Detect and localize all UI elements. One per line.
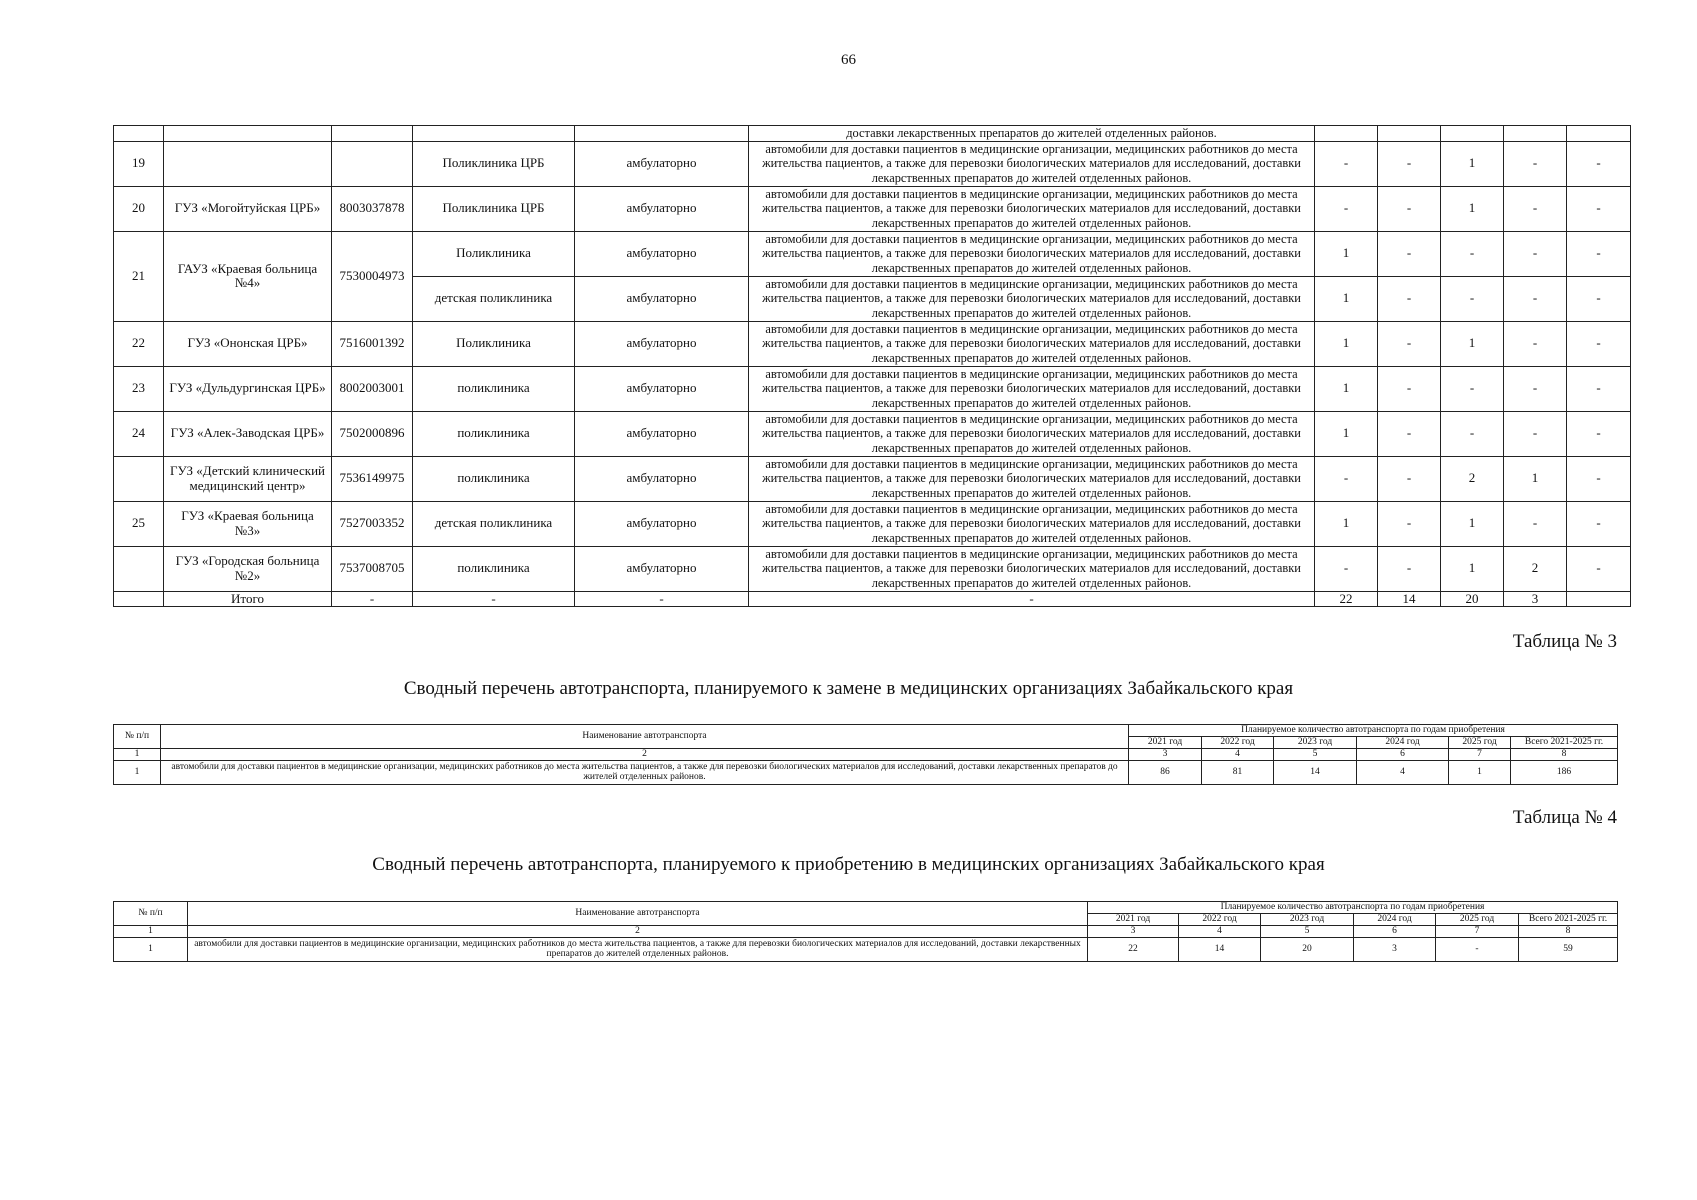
inn-cell: 8003037878 <box>332 186 413 231</box>
value-cell: - <box>1315 546 1378 591</box>
year-header: 2023 год <box>1261 914 1354 926</box>
value-cell: - <box>1567 501 1631 546</box>
table-row <box>114 456 1631 501</box>
num-cell <box>114 456 164 501</box>
year-header: 2024 год <box>1354 914 1436 926</box>
value-cell: - <box>1567 456 1631 501</box>
table-row <box>114 546 1631 591</box>
value-cell: - <box>1378 276 1441 321</box>
index-cell: 1 <box>114 749 161 761</box>
value-cell: - <box>1504 321 1567 366</box>
purpose-cell: автомобили для доставки пациентов в медицинские организации, медицинских работников до места жительства пациентов, а также для перевозки биологических материалов для исследований, доставки лекарственных препаратов до жителей отделенных районов. <box>749 231 1315 276</box>
purpose-cell: - <box>749 591 1315 607</box>
name-cell: автомобили для доставки пациентов в медицинские организации, медицинских работников до места жительства пациентов, а также для перевозки биологических материалов для исследований, доставки лекарственных препаратов до жителей отделенных районов. <box>161 760 1129 784</box>
value-cell: 1 <box>1504 456 1567 501</box>
year-header: 2024 год <box>1357 737 1449 749</box>
type-cell <box>575 126 749 142</box>
value-cell: - <box>1315 456 1378 501</box>
value-cell: 1 <box>1315 501 1378 546</box>
num-cell: 24 <box>114 411 164 456</box>
purpose-cell: автомобили для доставки пациентов в медицинские организации, медицинских работников до места жительства пациентов, а также для перевозки биологических материалов для исследований, доставки лекарственных препаратов до жителей отделенных районов. <box>749 276 1315 321</box>
purpose-cell: автомобили для доставки пациентов в медицинские организации, медицинских работников до места жительства пациентов, а также для перевозки биологических материалов для исследований, доставки лекарственных препаратов до жителей отделенных районов. <box>749 321 1315 366</box>
value-cell: 86 <box>1129 760 1202 784</box>
value-cell: - <box>1504 501 1567 546</box>
value-cell: 2 <box>1441 456 1504 501</box>
type-cell: амбулаторно <box>575 276 749 321</box>
unit-cell: детская поликлиника <box>413 276 575 321</box>
purpose-cell: автомобили для доставки пациентов в медицинские организации, медицинских работников до места жительства пациентов, а также для перевозки биологических материалов для исследований, доставки лекарственных препаратов до жителей отделенных районов. <box>749 411 1315 456</box>
table-row <box>114 501 1631 546</box>
org-cell: ГУЗ «Городская больница №2» <box>164 546 332 591</box>
org-cell: ГУЗ «Алек-Заводская ЦРБ» <box>164 411 332 456</box>
value-cell: - <box>1567 231 1631 276</box>
value-cell: - <box>1504 231 1567 276</box>
index-cell: 5 <box>1274 749 1357 761</box>
index-cell: 2 <box>161 749 1129 761</box>
total-value-cell: 59 <box>1519 937 1618 961</box>
type-cell: амбулаторно <box>575 231 749 276</box>
value-cell: 1 <box>1315 411 1378 456</box>
year-header: 2025 год <box>1449 737 1511 749</box>
table-4-caption: Таблица № 4 <box>1512 807 1617 828</box>
value-cell: - <box>1567 321 1631 366</box>
value-cell: - <box>1441 411 1504 456</box>
unit-cell: поликлиника <box>413 411 575 456</box>
org-cell: ГУЗ «Дульдургинская ЦРБ» <box>164 366 332 411</box>
type-cell: - <box>575 591 749 607</box>
value-cell: 81 <box>1202 760 1274 784</box>
unit-cell: поликлиника <box>413 456 575 501</box>
type-cell: амбулаторно <box>575 141 749 186</box>
org-cell: ГУЗ «Краевая больница №3» <box>164 501 332 546</box>
value-cell: 1 <box>1315 366 1378 411</box>
value-cell: 20 <box>1261 937 1354 961</box>
value-cell: - <box>1441 276 1504 321</box>
year-header: 2021 год <box>1088 914 1179 926</box>
value-cell: 3 <box>1504 591 1567 607</box>
main-table <box>113 125 1631 607</box>
table-row <box>114 231 1631 276</box>
value-cell: 1 <box>1315 321 1378 366</box>
value-cell: - <box>1378 411 1441 456</box>
org-cell: ГУЗ «Могойтуйская ЦРБ» <box>164 186 332 231</box>
num-cell: 1 <box>114 937 188 961</box>
value-cell: - <box>1504 411 1567 456</box>
value-cell: 14 <box>1274 760 1357 784</box>
num-header: № п/п <box>114 725 161 749</box>
num-cell: 25 <box>114 501 164 546</box>
value-cell: 2 <box>1504 546 1567 591</box>
table-3-title: Сводный перечень автотранспорта, планируемого к замене в медицинских организациях Забайкальского края <box>403 678 1294 699</box>
unit-cell: Поликлиника <box>413 231 575 276</box>
year-header: 2022 год <box>1202 737 1274 749</box>
num-cell <box>114 126 164 142</box>
type-cell: амбулаторно <box>575 546 749 591</box>
index-row <box>114 926 1618 938</box>
year-header: Всего 2021-2025 гг. <box>1519 914 1618 926</box>
total-value-cell: 186 <box>1511 760 1618 784</box>
purpose-cell: автомобили для доставки пациентов в медицинские организации, медицинских работников до места жительства пациентов, а также для перевозки биологических материалов для исследований, доставки лекарственных препаратов до жителей отделенных районов. <box>749 366 1315 411</box>
inn-cell: 7537008705 <box>332 546 413 591</box>
value-cell: 14 <box>1179 937 1261 961</box>
unit-cell: Поликлиника ЦРБ <box>413 141 575 186</box>
total-label: Итого <box>164 591 332 607</box>
num-cell: 22 <box>114 321 164 366</box>
num-cell: 1 <box>114 760 161 784</box>
value-cell: - <box>1441 231 1504 276</box>
unit-cell: детская поликлиника <box>413 501 575 546</box>
year-header: Всего 2021-2025 гг. <box>1511 737 1618 749</box>
unit-cell: поликлиника <box>413 366 575 411</box>
table-row <box>114 411 1631 456</box>
value-cell: 4 <box>1357 760 1449 784</box>
inn-cell: 8002003001 <box>332 366 413 411</box>
table-4 <box>113 901 1618 962</box>
header-row <box>114 725 1618 737</box>
total-row <box>114 591 1631 607</box>
value-cell: - <box>1378 546 1441 591</box>
table-3-caption: Таблица № 3 <box>1512 631 1617 652</box>
type-cell: амбулаторно <box>575 321 749 366</box>
value-cell: 1 <box>1315 276 1378 321</box>
value-cell: 1 <box>1441 186 1504 231</box>
unit-cell: поликлиника <box>413 546 575 591</box>
inn-cell: 7516001392 <box>332 321 413 366</box>
purpose-cell: автомобили для доставки пациентов в медицинские организации, медицинских работников до места жительства пациентов, а также для перевозки биологических материалов для исследований, доставки лекарственных препаратов до жителей отделенных районов. <box>749 546 1315 591</box>
unit-cell <box>413 126 575 142</box>
type-cell: амбулаторно <box>575 411 749 456</box>
value-cell: - <box>1436 937 1519 961</box>
value-cell: - <box>1378 501 1441 546</box>
value-cell: - <box>1315 186 1378 231</box>
value-cell: 1 <box>1449 760 1511 784</box>
num-header: № п/п <box>114 902 188 926</box>
group-header: Планируемое количество автотранспорта по годам приобретения <box>1129 725 1618 737</box>
unit-cell: Поликлиника <box>413 321 575 366</box>
value-cell: - <box>1567 411 1631 456</box>
table-row <box>114 321 1631 366</box>
inn-cell: 7527003352 <box>332 501 413 546</box>
inn-cell <box>332 126 413 142</box>
value-cell: - <box>1567 276 1631 321</box>
value-cell: - <box>1378 141 1441 186</box>
index-cell: 8 <box>1519 926 1618 938</box>
year-header: 2021 год <box>1129 737 1202 749</box>
value-cell: 20 <box>1441 591 1504 607</box>
table-4-title: Сводный перечень автотранспорта, планируемого к приобретению в медицинских организациях Забайкальского края <box>372 854 1325 875</box>
org-cell <box>164 126 332 142</box>
inn-cell: 7530004973 <box>332 231 413 321</box>
value-cell: 1 <box>1441 546 1504 591</box>
num-cell: 20 <box>114 186 164 231</box>
index-cell: 3 <box>1129 749 1202 761</box>
value-cell: - <box>1504 141 1567 186</box>
value-cell: - <box>1441 366 1504 411</box>
index-cell: 7 <box>1449 749 1511 761</box>
type-cell: амбулаторно <box>575 186 749 231</box>
index-cell: 5 <box>1261 926 1354 938</box>
value-cell: 1 <box>1315 231 1378 276</box>
value-cell: - <box>1567 186 1631 231</box>
value-cell: - <box>1378 321 1441 366</box>
name-cell: автомобили для доставки пациентов в медицинские организации, медицинских работников до места жительства пациентов, а также для перевозки биологических материалов для исследований, доставки лекарственных препаратов до жителей отделенных районов. <box>188 937 1088 961</box>
table-row <box>114 126 1631 142</box>
value-cell: - <box>1567 366 1631 411</box>
org-cell: ГУЗ «Ононская ЦРБ» <box>164 321 332 366</box>
name-header: Наименование автотранспорта <box>161 725 1129 749</box>
purpose-cell: автомобили для доставки пациентов в медицинские организации, медицинских работников до места жительства пациентов, а также для перевозки биологических материалов для исследований, доставки лекарственных препаратов до жителей отделенных районов. <box>749 501 1315 546</box>
org-cell: ГАУЗ «Краевая больница №4» <box>164 231 332 321</box>
num-cell: 21 <box>114 231 164 321</box>
page-number: 66 <box>841 52 856 68</box>
num-cell: 23 <box>114 366 164 411</box>
value-cell <box>1567 591 1631 607</box>
value-cell: - <box>1504 366 1567 411</box>
table-row <box>114 760 1618 784</box>
value-cell: 14 <box>1378 591 1441 607</box>
table-row <box>114 186 1631 231</box>
year-header: 2023 год <box>1274 737 1357 749</box>
index-cell: 3 <box>1088 926 1179 938</box>
unit-cell: - <box>413 591 575 607</box>
value-cell: - <box>1567 141 1631 186</box>
index-cell: 6 <box>1354 926 1436 938</box>
header-row <box>114 902 1618 914</box>
purpose-cell: доставки лекарственных препаратов до жителей отделенных районов. <box>749 126 1315 142</box>
inn-cell: 7536149975 <box>332 456 413 501</box>
value-cell: 3 <box>1354 937 1436 961</box>
value-cell: - <box>1378 456 1441 501</box>
value-cell: - <box>1378 366 1441 411</box>
type-cell: амбулаторно <box>575 456 749 501</box>
index-cell: 4 <box>1179 926 1261 938</box>
index-cell: 6 <box>1357 749 1449 761</box>
table-row <box>114 937 1618 961</box>
year-header: 2022 год <box>1179 914 1261 926</box>
value-cell: 1 <box>1441 501 1504 546</box>
unit-cell: Поликлиника ЦРБ <box>413 186 575 231</box>
value-cell: - <box>1567 546 1631 591</box>
name-header: Наименование автотранспорта <box>188 902 1088 926</box>
inn-cell <box>332 141 413 186</box>
num-cell: 19 <box>114 141 164 186</box>
inn-cell: 7502000896 <box>332 411 413 456</box>
index-cell: 1 <box>114 926 188 938</box>
purpose-cell: автомобили для доставки пациентов в медицинские организации, медицинских работников до места жительства пациентов, а также для перевозки биологических материалов для исследований, доставки лекарственных препаратов до жителей отделенных районов. <box>749 186 1315 231</box>
value-cell: - <box>1504 186 1567 231</box>
purpose-cell: автомобили для доставки пациентов в медицинские организации, медицинских работников до места жительства пациентов, а также для перевозки биологических материалов для исследований, доставки лекарственных препаратов до жителей отделенных районов. <box>749 141 1315 186</box>
purpose-cell: автомобили для доставки пациентов в медицинские организации, медицинских работников до места жительства пациентов, а также для перевозки биологических материалов для исследований, доставки лекарственных препаратов до жителей отделенных районов. <box>749 456 1315 501</box>
value-cell: - <box>1315 141 1378 186</box>
table-row <box>114 366 1631 411</box>
type-cell: амбулаторно <box>575 501 749 546</box>
table-3 <box>113 724 1618 785</box>
index-cell: 4 <box>1202 749 1274 761</box>
type-cell: амбулаторно <box>575 366 749 411</box>
value-cell: - <box>1378 186 1441 231</box>
value-cell: 22 <box>1315 591 1378 607</box>
index-cell: 7 <box>1436 926 1519 938</box>
org-cell <box>164 141 332 186</box>
value-cell: - <box>1504 276 1567 321</box>
index-cell: 2 <box>188 926 1088 938</box>
group-header: Планируемое количество автотранспорта по годам приобретения <box>1088 902 1618 914</box>
index-cell: 8 <box>1511 749 1618 761</box>
org-cell: ГУЗ «Детский клинический медицинский центр» <box>164 456 332 501</box>
value-cell: - <box>1378 231 1441 276</box>
num-cell <box>114 546 164 591</box>
value-cell: 22 <box>1088 937 1179 961</box>
year-header: 2025 год <box>1436 914 1519 926</box>
inn-cell: - <box>332 591 413 607</box>
table-row <box>114 141 1631 186</box>
value-cell: 1 <box>1441 141 1504 186</box>
value-cell: 1 <box>1441 321 1504 366</box>
index-row <box>114 749 1618 761</box>
